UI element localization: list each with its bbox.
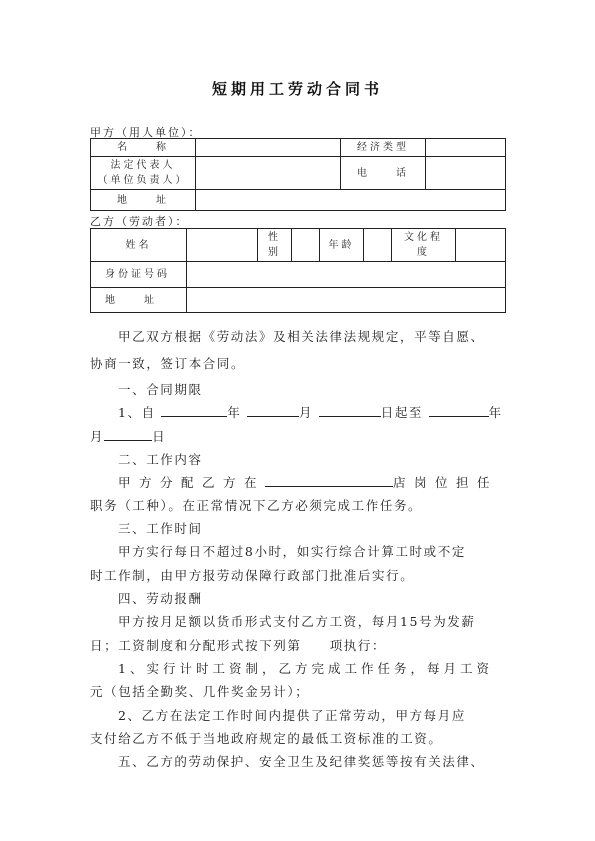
party-a-phone-value[interactable] (426, 157, 506, 190)
party-b-id-value[interactable] (187, 262, 506, 288)
party-b-age-value[interactable] (364, 229, 392, 262)
start-day-label: 日起至 (380, 405, 424, 420)
party-a-rep-value[interactable] (196, 157, 341, 190)
party-a-address-value[interactable] (196, 190, 506, 211)
term-from-label: 1、自 (118, 405, 156, 420)
party-a-rep-label-line1: 法定代表人 (110, 160, 176, 171)
party-a-rep-label-line2: （单位负责人） (97, 175, 189, 186)
section-4-line-1: 甲方按月足额以货币形式支付乙方工资，每月15号为发薪 (118, 614, 476, 629)
section-3-line-1: 甲方实行每日不超过8小时，如实行综合计算工时或不定 (118, 544, 466, 559)
party-b-name-value[interactable] (187, 229, 258, 262)
section-4-item-1-line-1: 1、实行计时工资制，乙方完成工作任务，每月工资 (118, 661, 493, 676)
party-b-gender-label-line1: 性 (268, 232, 281, 243)
party-a-name-value[interactable] (196, 139, 341, 157)
section-1-title: 一、合同期限 (118, 382, 203, 397)
end-year-blank[interactable] (429, 404, 489, 417)
party-a-address-label: 地 址 (91, 190, 196, 211)
party-b-table (90, 228, 506, 313)
end-month-blank[interactable] (104, 428, 152, 441)
section-5-line-1: 五、乙方的劳动保护、安全卫生及纪律奖惩等按有关法律、 (118, 754, 485, 769)
party-b-edu-label (392, 229, 456, 262)
section-4-item-1-line-2: 元（包括全勤奖、几件奖金另计）； (90, 684, 310, 699)
start-month-blank[interactable] (247, 404, 299, 417)
party-a-phone-label: 电 话 (341, 157, 426, 190)
party-b-gender-label (258, 229, 292, 262)
section-4-line-2: 日；工资制度和分配形式按下列第 项执行： (90, 638, 387, 653)
start-year-blank[interactable] (161, 404, 227, 417)
party-a-caption: 甲方（用人单位）： (90, 126, 202, 139)
section-2-line-1-a: 甲方分配乙方在 (118, 475, 266, 490)
end-year-label: 年 (488, 405, 503, 420)
party-b-address-value[interactable] (187, 288, 506, 313)
party-b-name-label: 姓名 (91, 229, 187, 262)
start-month-label: 月 (299, 405, 314, 420)
store-blank[interactable] (265, 474, 393, 487)
section-1-line-1 (90, 403, 505, 421)
party-b-edu-label-line2: 度 (417, 247, 430, 258)
section-1-line-2 (90, 427, 505, 445)
party-a-name-label: 名 称 (91, 139, 196, 157)
party-b-address-label: 地 址 (91, 288, 187, 313)
party-b-edu-label-line1: 文化程 (404, 232, 443, 243)
party-a-econ-type-label: 经济类型 (341, 139, 426, 157)
section-3-title: 三、工作时间 (118, 521, 203, 536)
party-b-gender-value[interactable] (292, 229, 320, 262)
party-b-gender-label-line2: 别 (268, 247, 281, 258)
intro-line-2: 协商一致，签订本合同。 (90, 356, 246, 371)
section-3-line-2: 时工作制，由甲方报劳动保障行政部门批准后实行。 (90, 568, 415, 583)
party-a-table (90, 138, 506, 211)
section-4-title: 四、劳动报酬 (118, 591, 203, 606)
section-2-title: 二、工作内容 (118, 452, 203, 467)
party-b-edu-value[interactable] (456, 229, 506, 262)
end-day-label: 日 (152, 429, 167, 444)
document-title: 短期用工劳动合同书 (211, 80, 383, 98)
section-2-line-1-b: 店岗位担任 (393, 475, 499, 490)
section-4-item-2-line-2: 支付给乙方不低于当地政府规定的最低工资标准的工资。 (90, 731, 443, 746)
party-b-id-label: 身份证号码 (91, 262, 187, 288)
party-a-rep-label (91, 157, 196, 190)
section-4-item-2-line-1: 2、乙方在法定工作时间内提供了正常劳动，甲方每月应 (118, 708, 466, 723)
party-b-age-label: 年龄 (320, 229, 364, 262)
start-year-label: 年 (227, 405, 242, 420)
party-b-caption: 乙方（劳动者）： (90, 215, 189, 228)
end-month-label: 月 (90, 429, 105, 444)
party-a-econ-type-value[interactable] (426, 139, 506, 157)
section-2-line-1 (90, 473, 505, 491)
intro-line-1: 甲乙双方根据《劳动法》及相关法律法规规定，平等自愿、 (118, 329, 485, 344)
start-day-blank[interactable] (319, 404, 381, 417)
section-2-line-2: 职务（工种）。在正常情况下乙方必须完成工作任务。 (90, 498, 423, 513)
